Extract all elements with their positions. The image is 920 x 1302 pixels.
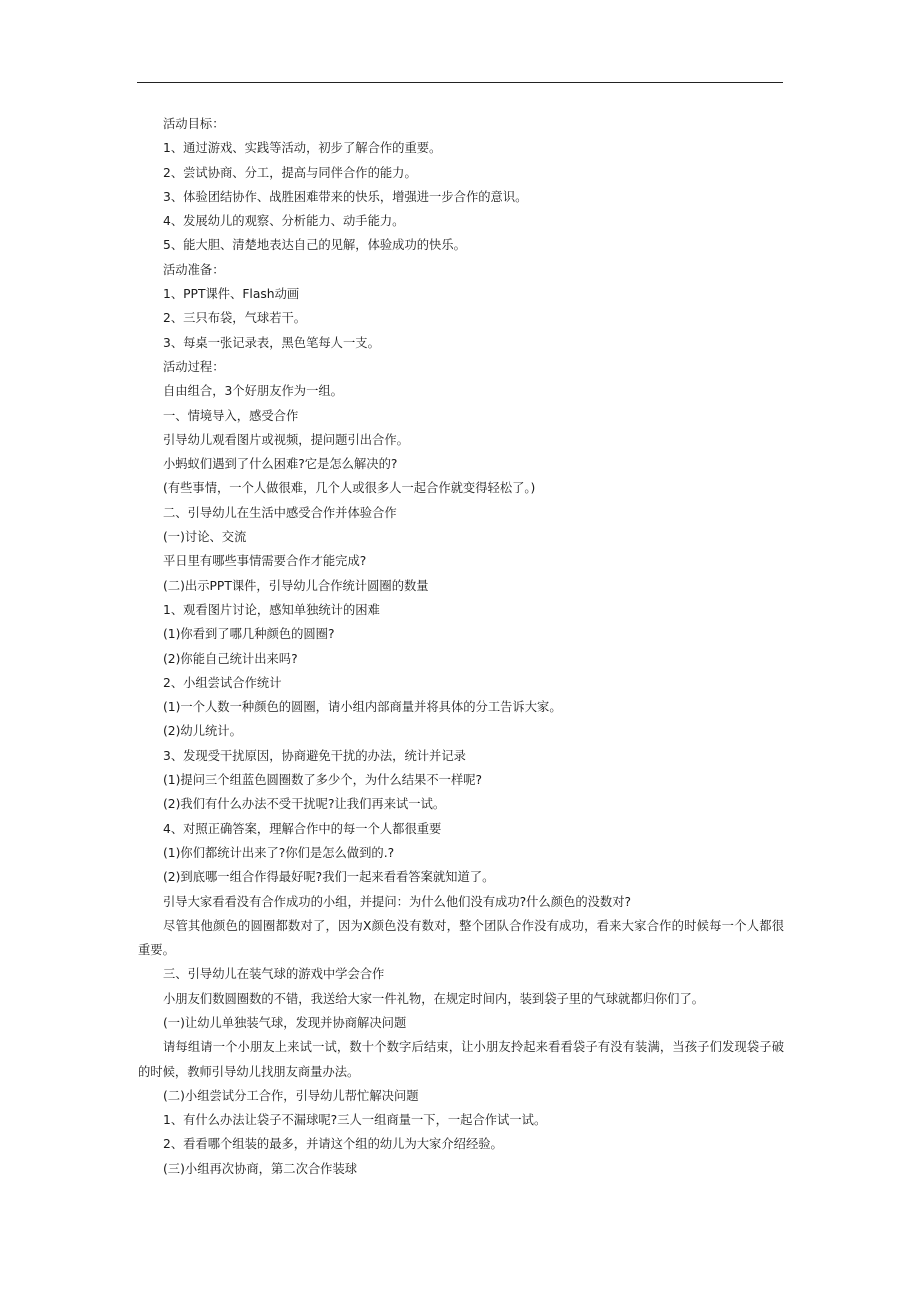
subsection-heading: 一、情境导入，感受合作 xyxy=(163,408,299,423)
list-item: 2、三只布袋，气球若干。 xyxy=(163,311,307,326)
header-rule xyxy=(137,82,783,83)
paragraph: 引导幼儿观看图片或视频，提问题引出合作。 xyxy=(163,432,409,447)
section-heading-goals: 活动目标： xyxy=(163,117,225,131)
paragraph: 尽管其他颜色的圆圈都数对了，因为X颜色没有数对，整个团队合作没有成功，看来大家合作的时候每一个人都很重要。 xyxy=(138,918,784,958)
sub-step-heading: (一)讨论、交流 xyxy=(163,530,247,545)
paragraph: 自由组合，3个好朋友作为一组。 xyxy=(163,384,343,399)
paragraph: 小朋友们数圆圈数的不错，我送给大家一件礼物，在规定时间内，装到袋子里的气球就都归你们了。 xyxy=(163,991,705,1006)
list-item: 4、发展幼儿的观察、分析能力、动手能力。 xyxy=(163,214,405,229)
list-item: 4、对照正确答案，理解合作中的每一个人都很重要 xyxy=(163,821,442,836)
list-item: 2、尝试协商、分工，提高与同伴合作的能力。 xyxy=(163,165,417,180)
section-heading-process: 活动过程： xyxy=(163,359,225,374)
paragraph: 引导大家看看没有合作成功的小组，并提问：为什么他们没有成功?什么颜色的没数对? xyxy=(163,894,632,909)
subsection-heading: 二、引导幼儿在生活中感受合作并体验合作 xyxy=(163,505,397,520)
section-heading-preparation: 活动准备： xyxy=(163,262,225,277)
list-item: (2)幼儿统计。 xyxy=(163,724,242,739)
sub-step-heading: (三)小组再次协商，第二次合作装球 xyxy=(163,1161,358,1176)
sub-step-heading: (二)小组尝试分工合作，引导幼儿帮忙解决问题 xyxy=(163,1088,419,1103)
document-body xyxy=(138,112,784,1181)
list-item: 1、观看图片讨论，感知单独统计的困难 xyxy=(163,602,380,617)
list-item: (2)我们有什么办法不受干扰呢?让我们再来试一试。 xyxy=(163,797,446,812)
list-item: (1)你看到了哪几种颜色的圆圈? xyxy=(163,627,335,642)
list-item: 2、看看哪个组装的最多，并请这个组的幼儿为大家介绍经验。 xyxy=(163,1137,503,1152)
list-item: 1、有什么办法让袋子不漏球呢?三人一组商量一下，一起合作试一试。 xyxy=(163,1113,547,1128)
list-item: (1)提问三个组蓝色圆圈数了多少个，为什么结果不一样呢? xyxy=(163,773,483,788)
list-item: 3、体验团结协作、战胜困难带来的快乐，增强进一步合作的意识。 xyxy=(163,189,528,204)
list-item: (1)一个人数一种颜色的圆圈，请小组内部商量并将具体的分工告诉大家。 xyxy=(163,700,562,715)
list-item: (1)你们都统计出来了?你们是怎么做到的.? xyxy=(163,845,395,860)
list-item: 2、小组尝试合作统计 xyxy=(163,675,282,690)
paragraph: 平日里有哪些事情需要合作才能完成? xyxy=(163,554,367,569)
paragraph: 请每组请一个小朋友上来试一试，数十个数字后结束，让小朋友拎起来看看袋子有没有装满，当孩子们发现袋子破的时候，教师引导幼儿找朋友商量办法。 xyxy=(138,1040,784,1079)
list-item: 3、每桌一张记录表，黑色笔每人一支。 xyxy=(163,335,380,350)
list-item: 1、通过游戏、实践等活动，初步了解合作的重要。 xyxy=(163,141,442,156)
list-item: (2)你能自己统计出来吗? xyxy=(163,651,298,666)
list-item: 1、PPT课件、Flash动画 xyxy=(163,287,300,302)
paragraph: (有些事情，一个人做很难，几个人或很多人一起合作就变得轻松了。) xyxy=(163,481,536,496)
list-item: 3、发现受干扰原因，协商避免干扰的办法，统计并记录 xyxy=(163,748,466,763)
sub-step-heading: (一)让幼儿单独装气球，发现并协商解决问题 xyxy=(163,1015,407,1030)
sub-step-heading: (二)出示PPT课件，引导幼儿合作统计圆圈的数量 xyxy=(163,578,429,593)
list-item: (2)到底哪一组合作得最好呢?我们一起来看看答案就知道了。 xyxy=(163,870,495,885)
list-item: 5、能大胆、清楚地表达自己的见解，体验成功的快乐。 xyxy=(163,238,466,253)
subsection-heading: 三、引导幼儿在装气球的游戏中学会合作 xyxy=(163,967,385,982)
paragraph: 小蚂蚁们遇到了什么困难?它是怎么解决的? xyxy=(163,457,398,472)
